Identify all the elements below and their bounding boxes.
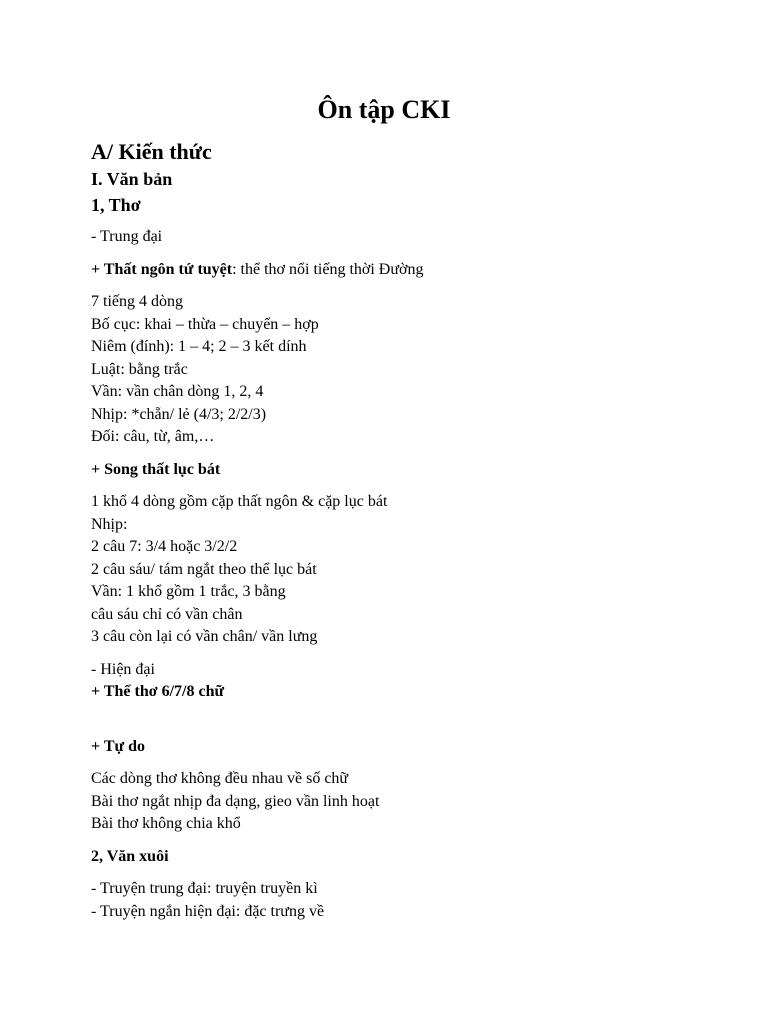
note-line: 7 tiếng 4 dòng xyxy=(91,293,183,310)
tu-tuyet-heading xyxy=(91,259,711,282)
heading-section-i: I. Văn bản xyxy=(91,169,173,189)
note-line: Nhịp: *chẵn/ lẻ (4/3; 2/2/3) xyxy=(91,405,267,423)
medieval-label: - Trung đại xyxy=(91,228,163,245)
form-678-heading: + Thể thơ 6/7/8 chữ xyxy=(91,683,225,700)
tu-tuyet-desc: : thể thơ nổi tiếng thời Đường xyxy=(232,260,424,278)
document-body xyxy=(91,138,711,923)
note-line: Niêm (đính): 1 – 4; 2 – 3 kết dính xyxy=(91,338,307,355)
note-line: câu sáu chỉ có vần chân xyxy=(91,605,243,623)
heading-poetry: 1, Thơ xyxy=(91,195,141,215)
heading-prose: 2, Văn xuôi xyxy=(91,847,169,865)
note-line: Vần: vần chân dòng 1, 2, 4 xyxy=(91,383,264,400)
note-line: Vần: 1 khổ gồm 1 trắc, 3 bằng xyxy=(91,583,286,600)
note-line: Luật: bằng trắc xyxy=(91,360,188,378)
free-verse-notes xyxy=(91,768,711,836)
note-line: Các dòng thơ không đều nhau về số chữ xyxy=(91,770,349,787)
tu-tuyet-notes xyxy=(91,291,711,449)
note-line: 1 khổ 4 dòng gồm cặp thất ngôn & cặp lục bát xyxy=(91,493,388,510)
note-line: Đối: câu, từ, âm,… xyxy=(91,428,215,445)
document-title: Ôn tập CKI xyxy=(317,95,451,124)
prose-notes xyxy=(91,878,711,923)
note-line: 2 câu 7: 3/4 hoặc 3/2/2 xyxy=(91,538,238,555)
note-line: 2 câu sáu/ tám ngắt theo thể lục bát xyxy=(91,560,317,578)
note-line: Nhịp: xyxy=(91,515,128,533)
note-line: 3 câu còn lại có vần chân/ vần lưng xyxy=(91,628,318,645)
note-line: Bài thơ ngắt nhịp đa dạng, gieo vần linh hoạt xyxy=(91,792,380,810)
note-line: Bài thơ không chia khổ xyxy=(91,815,241,832)
note-line: - Truyện ngắn hiện đại: đặc trưng về xyxy=(91,902,325,920)
heading-section-a: A/ Kiến thức xyxy=(91,139,212,164)
note-line: - Truyện trung đại: truyện truyền kì xyxy=(91,880,318,897)
modern-label: - Hiện đại xyxy=(91,660,155,678)
song-that-notes xyxy=(91,491,711,649)
song-that-heading: + Song thất lục bát xyxy=(91,460,221,478)
free-verse-heading: + Tự do xyxy=(91,737,145,755)
tu-tuyet-title: + Thất ngôn tứ tuyệt xyxy=(91,260,233,278)
note-line: Bố cục: khai – thừa – chuyển – hợp xyxy=(91,315,319,333)
